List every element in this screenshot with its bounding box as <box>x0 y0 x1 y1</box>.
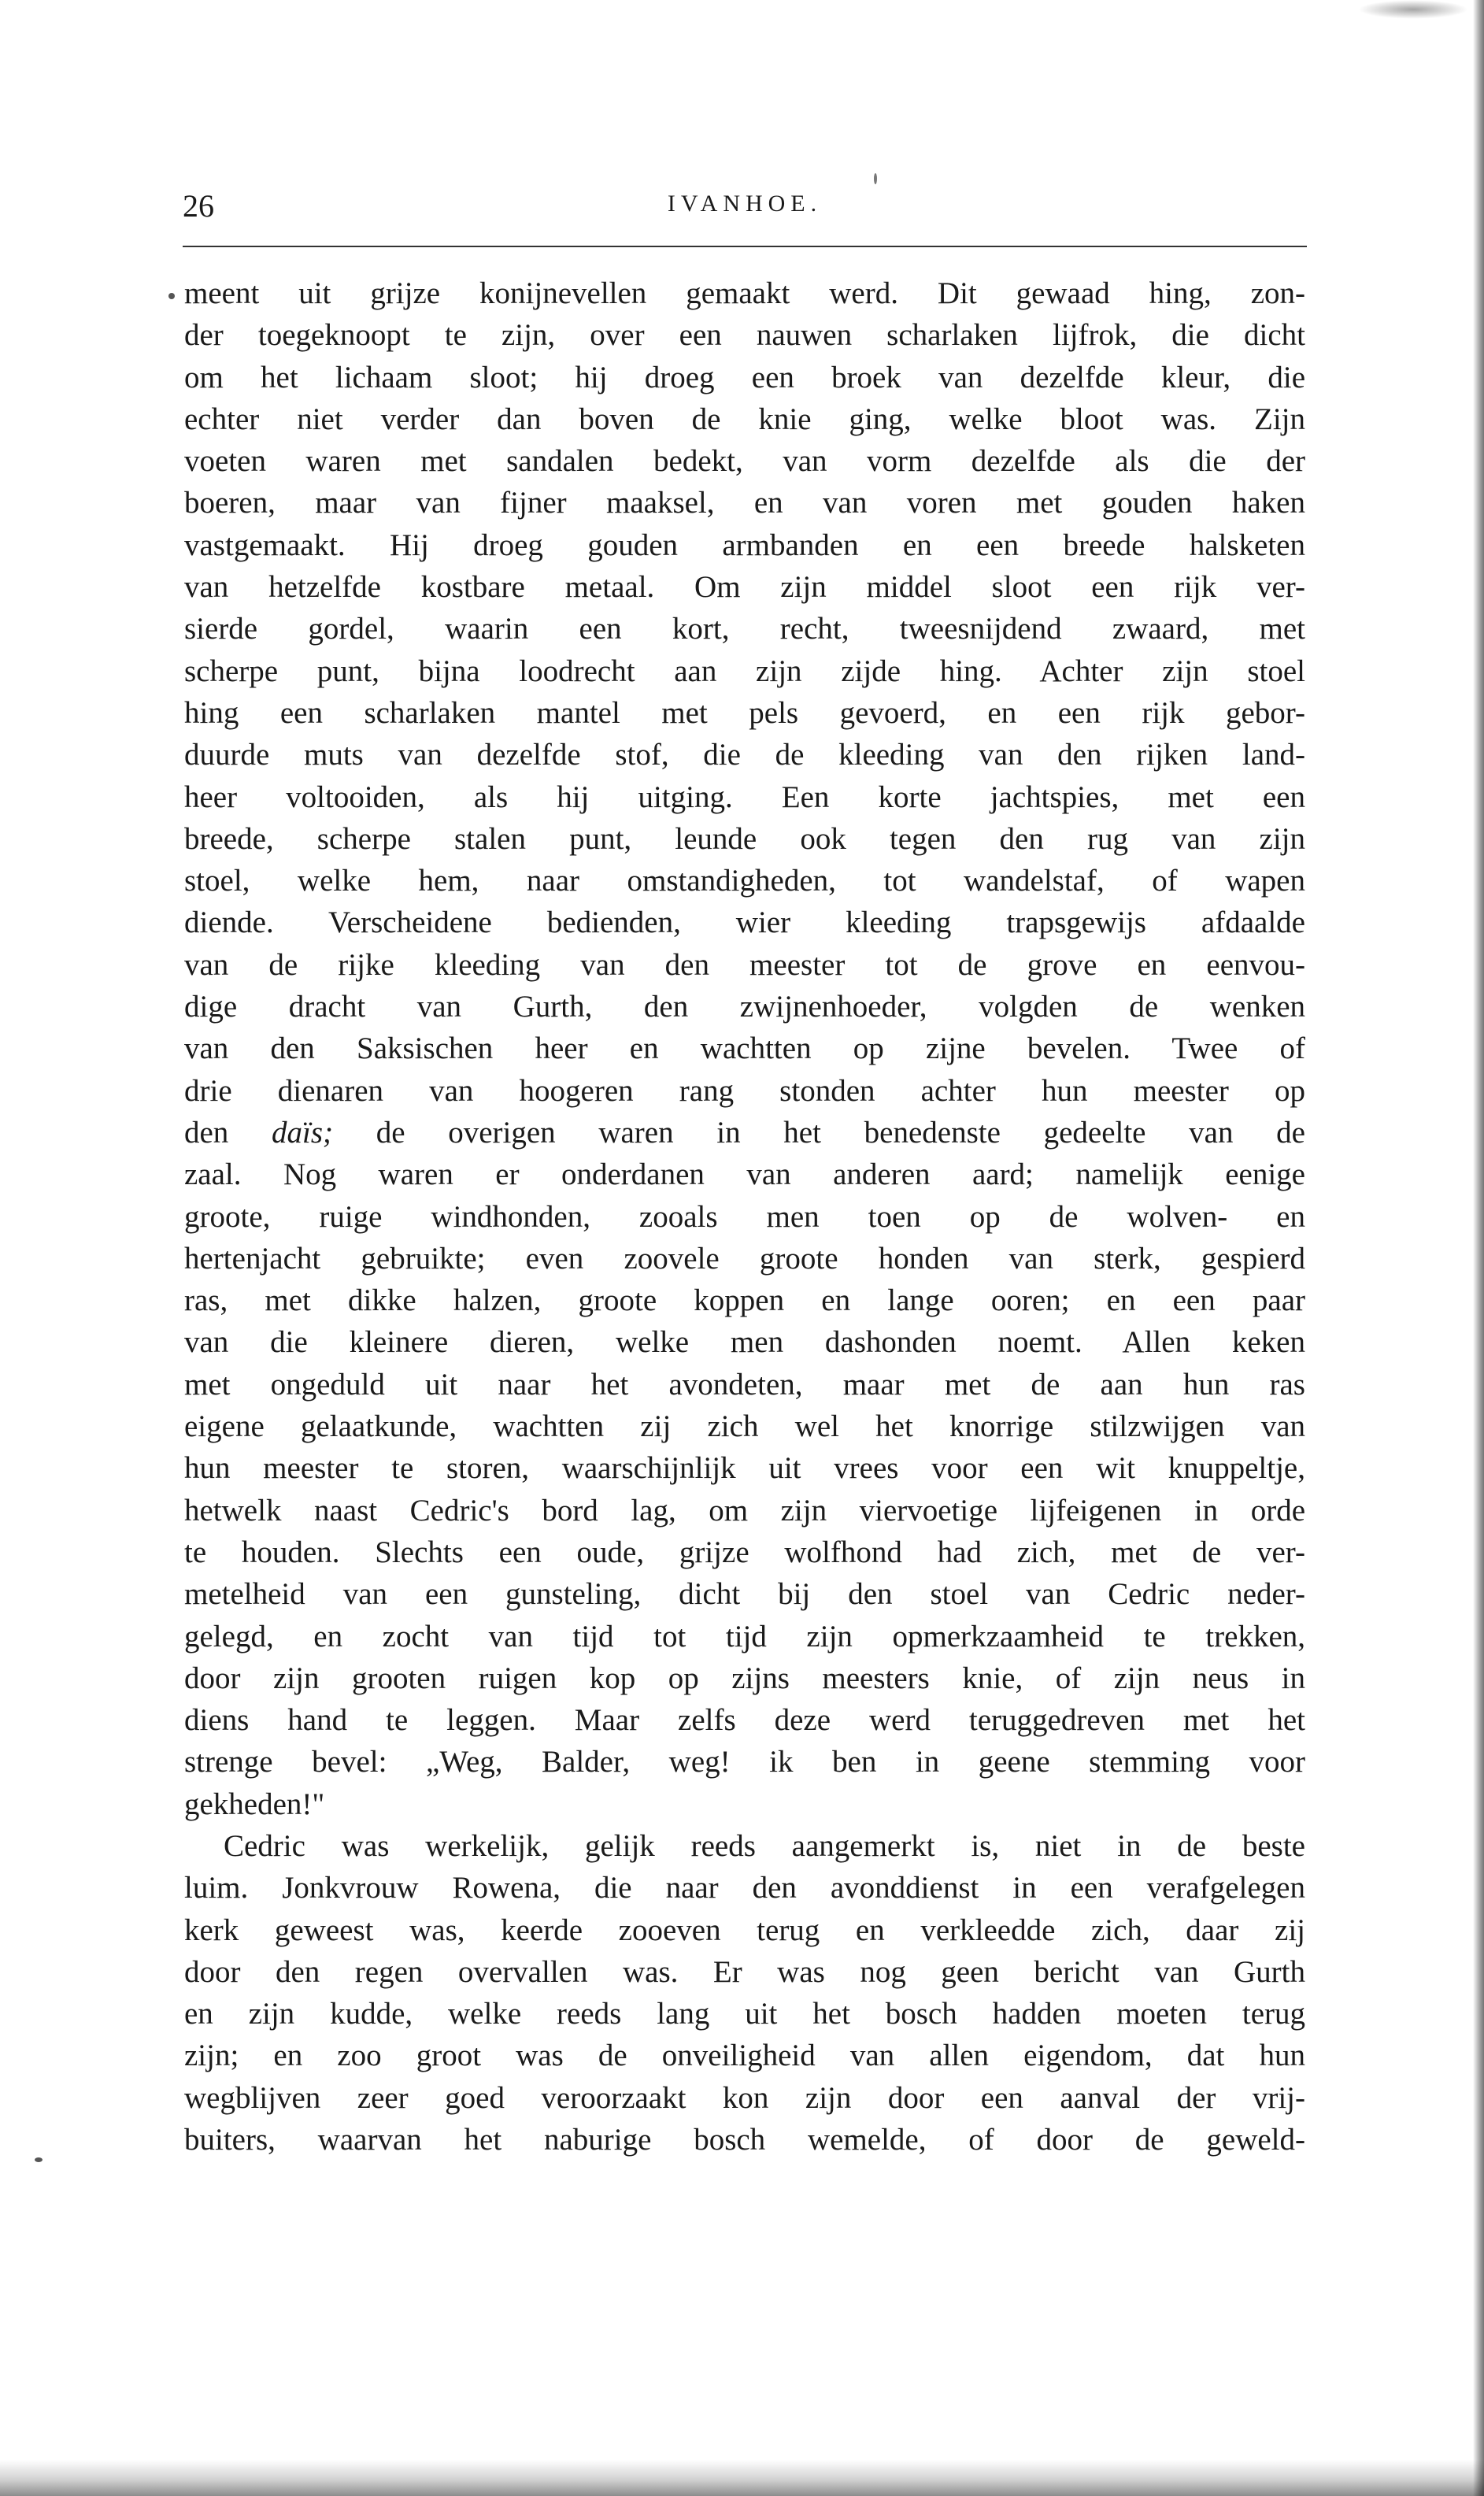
text-line: door zijn grooten ruigen kop op zijns meesters knie, of zijn neus in <box>184 1661 1305 1695</box>
italic-term: daïs; <box>272 1115 333 1150</box>
text-line: metelheid van een gunsteling, dicht bij den stoel van Cedric neder- <box>184 1577 1305 1612</box>
text-line: van den Saksischen heer en wachtten op zijne bevelen. Twee of <box>184 1031 1305 1066</box>
text-line: vastgemaakt. Hij droeg gouden armbanden en een breede halsketen <box>184 528 1305 562</box>
text-line: duurde muts van dezelfde stof, die de kleeding van den rijken land- <box>184 738 1305 772</box>
text-line: strenge bevel: „Weg, Balder, weg! ik ben in geene stemming voor <box>184 1745 1305 1779</box>
body-text <box>184 272 1305 2161</box>
text-line: hetwelk naast Cedric's bord lag, om zijn viervoetige lijfeigenen in orde <box>184 1493 1305 1528</box>
scan-edge-right <box>1473 0 1484 2496</box>
paragraph <box>184 1825 1305 2161</box>
text-line: boeren, maar van fijner maaksel, en van voren met gouden haken <box>184 486 1305 520</box>
text-line: echter niet verder dan boven de knie ging, welke bloot was. Zijn <box>184 402 1305 436</box>
text-line: om het lichaam sloot; hij droeg een broek van dezelfde kleur, die <box>184 360 1305 394</box>
text-line: met ongeduld uit naar het avondeten, maar met de aan hun ras <box>184 1367 1305 1402</box>
text-line: te houden. Slechts een oude, grijze wolfhond had zich, met de ver- <box>184 1535 1305 1569</box>
ink-speck <box>874 173 877 184</box>
scan-edge-bottom <box>0 2460 1484 2496</box>
text-line: wegblijven zeer goed veroorzaakt kon zijn door een aanval der vrij- <box>184 2080 1305 2115</box>
text-line: van hetzelfde kostbare metaal. Om zijn middel sloot een rijk ver- <box>184 570 1305 605</box>
text-line: ras, met dikke halzen, groote koppen en lange ooren; en een paar <box>184 1283 1305 1318</box>
running-head: IVANHOE. <box>667 191 823 217</box>
text-line: hertenjacht gebruikte; even zoovele groote honden van sterk, gespierd <box>184 1241 1305 1276</box>
text-line-dais <box>184 1112 1305 1154</box>
ink-speck <box>168 293 175 299</box>
text-line: eigene gelaatkunde, wachtten zij zich wel het knorrige stilzwijgen van <box>184 1409 1305 1444</box>
page-number: 26 <box>183 188 214 224</box>
page-header <box>183 187 1307 235</box>
text-line: hun meester te storen, waarschijnlijk uit vrees voor een wit knuppeltje, <box>184 1451 1305 1486</box>
text-line: kerk geweest was, keerde zooeven terug en verkleedde zich, daar zij <box>184 1913 1305 1947</box>
text-line: zijn; en zoo groot was de onveiligheid van allen eigendom, dat hun <box>184 2039 1305 2073</box>
text-fragment: de overigen waren in het benedenste gedeelte van de <box>333 1115 1305 1150</box>
paragraph <box>184 272 1305 1825</box>
text-fragment: den <box>184 1115 272 1150</box>
header-rule <box>183 246 1307 247</box>
text-line: buiters, waarvan het naburige bosch wemelde, of door de geweld- <box>184 2123 1305 2157</box>
text-line: Cedric was werkelijk, gelijk reeds aangemerkt is, niet in de beste <box>224 1828 1305 1863</box>
text-line: en zijn kudde, welke reeds lang uit het bosch hadden moeten terug <box>184 1997 1305 2031</box>
text-line: door den regen overvallen was. Er was nog geen bericht van Gurth <box>184 1954 1305 1989</box>
text-line: breede, scherpe stalen punt, leunde ook tegen den rug van zijn <box>184 821 1305 856</box>
text-line: diende. Verscheidene bedienden, wier kleeding trapsgewijs afdaalde <box>184 905 1305 940</box>
text-line: stoel, welke hem, naar omstandigheden, tot wandelstaf, of wapen <box>184 864 1305 898</box>
text-line: luim. Jonkvrouw Rowena, die naar den avonddienst in een verafgelegen <box>184 1871 1305 1905</box>
text-line: gekheden!" <box>184 1787 325 1821</box>
text-line: groote, ruige windhonden, zooals men toen op de wolven- en <box>184 1199 1305 1234</box>
text-line: heer voltooiden, als hij uitging. Een korte jachtspies, met een <box>184 780 1305 814</box>
text-line: diens hand te leggen. Maar zelfs deze werd teruggedreven met het <box>184 1703 1305 1738</box>
text-line: gelegd, en zocht van tijd tot tijd zijn opmerkzaamheid te trekken, <box>184 1619 1305 1654</box>
text-line: scherpe punt, bijna loodrecht aan zijn zijde hing. Achter zijn stoel <box>184 654 1305 688</box>
ink-speck <box>35 2157 43 2162</box>
scan-edge-top <box>1358 0 1468 19</box>
text-line: voeten waren met sandalen bedekt, van vorm dezelfde als die der <box>184 444 1305 479</box>
text-line: dige dracht van Gurth, den zwijnenhoeder, volgden de wenken <box>184 990 1305 1024</box>
text-line: van de rijke kleeding van den meester tot de grove en eenvou- <box>184 947 1305 982</box>
text-line: drie dienaren van hoogeren rang stonden achter hun meester op <box>184 1073 1305 1108</box>
text-line: van die kleinere dieren, welke men dashonden noemt. Allen keken <box>184 1325 1305 1360</box>
text-line: der toegeknoopt te zijn, over een nauwen scharlaken lijfrok, die dicht <box>184 318 1305 353</box>
text-line: zaal. Nog waren er onderdanen van anderen aard; namelijk eenige <box>184 1157 1305 1192</box>
text-line: hing een scharlaken mantel met pels gevoerd, en een rijk gebor- <box>184 695 1305 730</box>
text-line: sierde gordel, waarin een kort, recht, tweesnijdend zwaard, met <box>184 612 1305 646</box>
text-line: meent uit grijze konijnevellen gemaakt werd. Dit gewaad hing, zon- <box>184 276 1305 310</box>
